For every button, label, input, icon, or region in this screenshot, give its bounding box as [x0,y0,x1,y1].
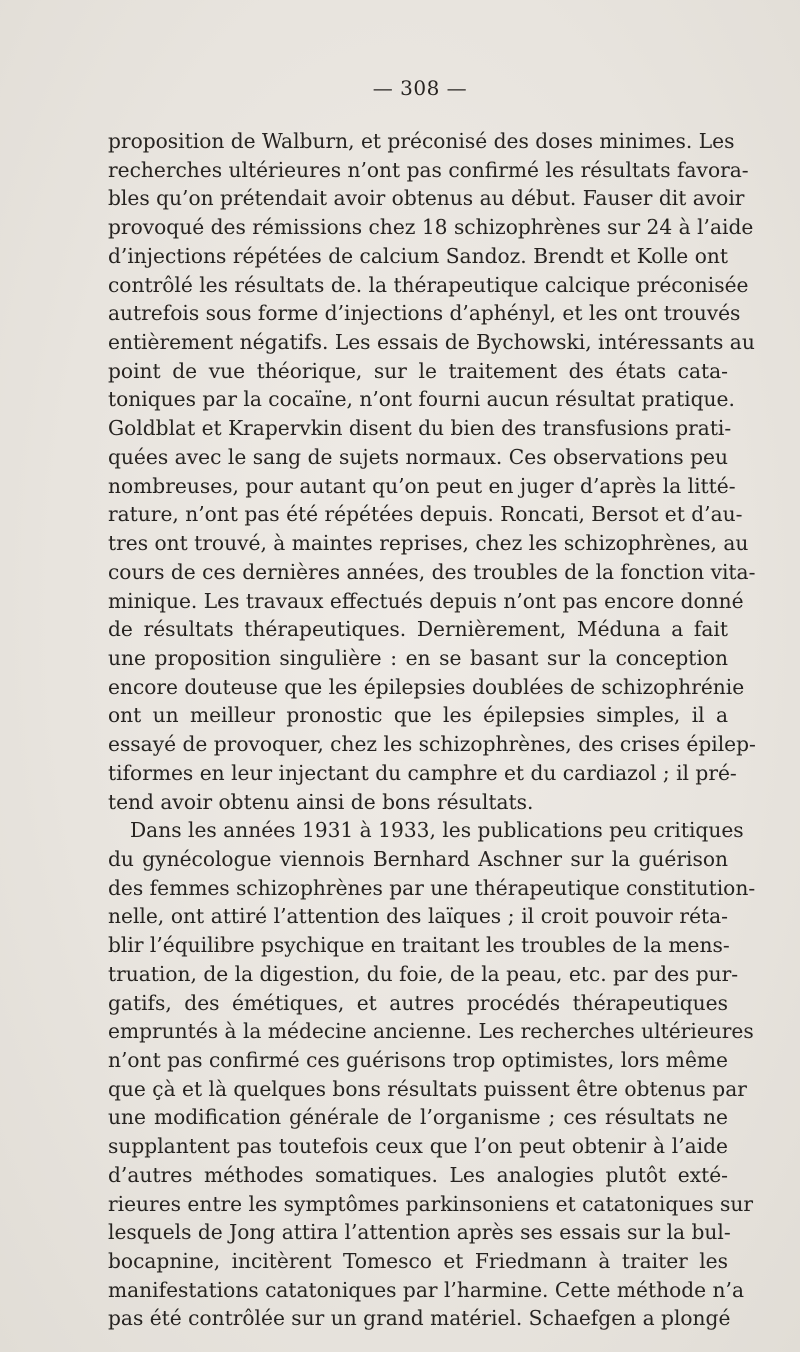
text-line: bocapnine, incitèrent Tomesco et Friedmann à traiter les [108,1249,728,1274]
text-line: cours de ces dernières années, des troubles de la fonction vita- [108,559,756,584]
text-line: entièrement négatifs. Les essais de Bychowski, intéressants au [108,330,755,355]
text-line: provoqué des rémissions chez 18 schizophrènes sur 24 à l’aide [108,215,754,240]
paragraph-1 [108,127,756,816]
text-line: recherches ultérieures n’ont pas confirmé les résultats favora- [108,157,749,182]
text-line: autrefois sous forme d’injections d’aphényl, et les ont trouvés [108,301,741,326]
text-line: contrôlé les résultats de. la thérapeutique calcique préconisée [108,272,749,297]
text-line: ont un meilleur pronostic que les épilepsies simples, il a [108,703,728,728]
text-line: supplantent pas toutefois ceux que l’on peut obtenir à l’aide [108,1134,728,1159]
text-line: une proposition singulière : en se basant sur la conception [108,645,728,670]
text-line: une modification générale de l’organisme ; ces résultats ne [108,1105,728,1130]
text-line: tres ont trouvé, à maintes reprises, chez les schizophrènes, au [108,531,749,556]
text-line: rieures entre les symptômes parkinsoniens et catatoniques sur [108,1191,753,1216]
text-line: tend avoir obtenu ainsi de bons résultats. [108,789,534,814]
text-line: blir l’équilibre psychique en traitant les troubles de la mens- [108,933,730,958]
text-line: d’autres méthodes somatiques. Les analogies plutôt exté- [108,1162,728,1187]
text-line: encore douteuse que les épilepsies doublées de schizophrénie [108,674,745,699]
text-line: des femmes schizophrènes par une thérapeutique constitution- [108,875,756,900]
page-number: — 308 — [372,76,468,100]
text-line: nelle, ont attiré l’attention des laïques ; il croit pouvoir réta- [108,904,728,929]
text-line: tiformes en leur injectant du camphre et du cardiazol ; il pré- [108,760,737,785]
text-line: essayé de provoquer, chez les schizophrènes, des crises épilep- [108,732,756,757]
text-line: de résultats thérapeutiques. Dernièrement, Méduna a fait [108,617,728,642]
text-line: point de vue théorique, sur le traitement des états cata- [108,358,728,383]
text-line: toniques par la cocaïne, n’ont fourni aucun résultat pratique. [108,387,735,412]
text-line: que çà et là quelques bons résultats puissent être obtenus par [108,1076,747,1101]
text-line: bles qu’on prétendait avoir obtenus au début. Fauser dit avoir [108,186,745,211]
text-line: nombreuses, pour autant qu’on peut en juger d’après la litté- [108,473,736,498]
text-line: truation, de la digestion, du foie, de la peau, etc. par des pur- [108,961,739,986]
text-line: minique. Les travaux effectués depuis n’ont pas encore donné [108,588,744,613]
text-line: du gynécologue viennois Bernhard Aschner sur la guérison [108,846,728,871]
paragraph-2 [108,816,756,1333]
text-line: Dans les années 1931 à 1933, les publications peu critiques [130,818,744,843]
text-line: d’injections répétées de calcium Sandoz. Brendt et Kolle ont [108,243,728,268]
text-line: lesquels de Jong attira l’attention après ses essais sur la bul- [108,1220,731,1245]
text-line: pas été contrôlée sur un grand matériel. Schaefgen a plongé [108,1306,731,1331]
text-line: empruntés à la médecine ancienne. Les recherches ultérieures [108,1019,754,1044]
text-line: n’ont pas confirmé ces guérisons trop optimistes, lors même [108,1048,728,1072]
text-line: manifestations catatoniques par l’harmine. Cette méthode n’a [108,1277,744,1302]
body-text [108,127,756,1333]
text-line: gatifs, des émétiques, et autres procédés thérapeutiques [108,990,728,1015]
text-line: quées avec le sang de sujets normaux. Ces observations peu [108,444,728,469]
text-line: rature, n’ont pas été répétées depuis. Roncati, Bersot et d’au- [108,502,743,527]
text-line: proposition de Walburn, et préconisé des doses minimes. Les [108,129,735,153]
text-line: Goldblat et Krapervkin disent du bien des transfusions prati- [108,416,732,441]
